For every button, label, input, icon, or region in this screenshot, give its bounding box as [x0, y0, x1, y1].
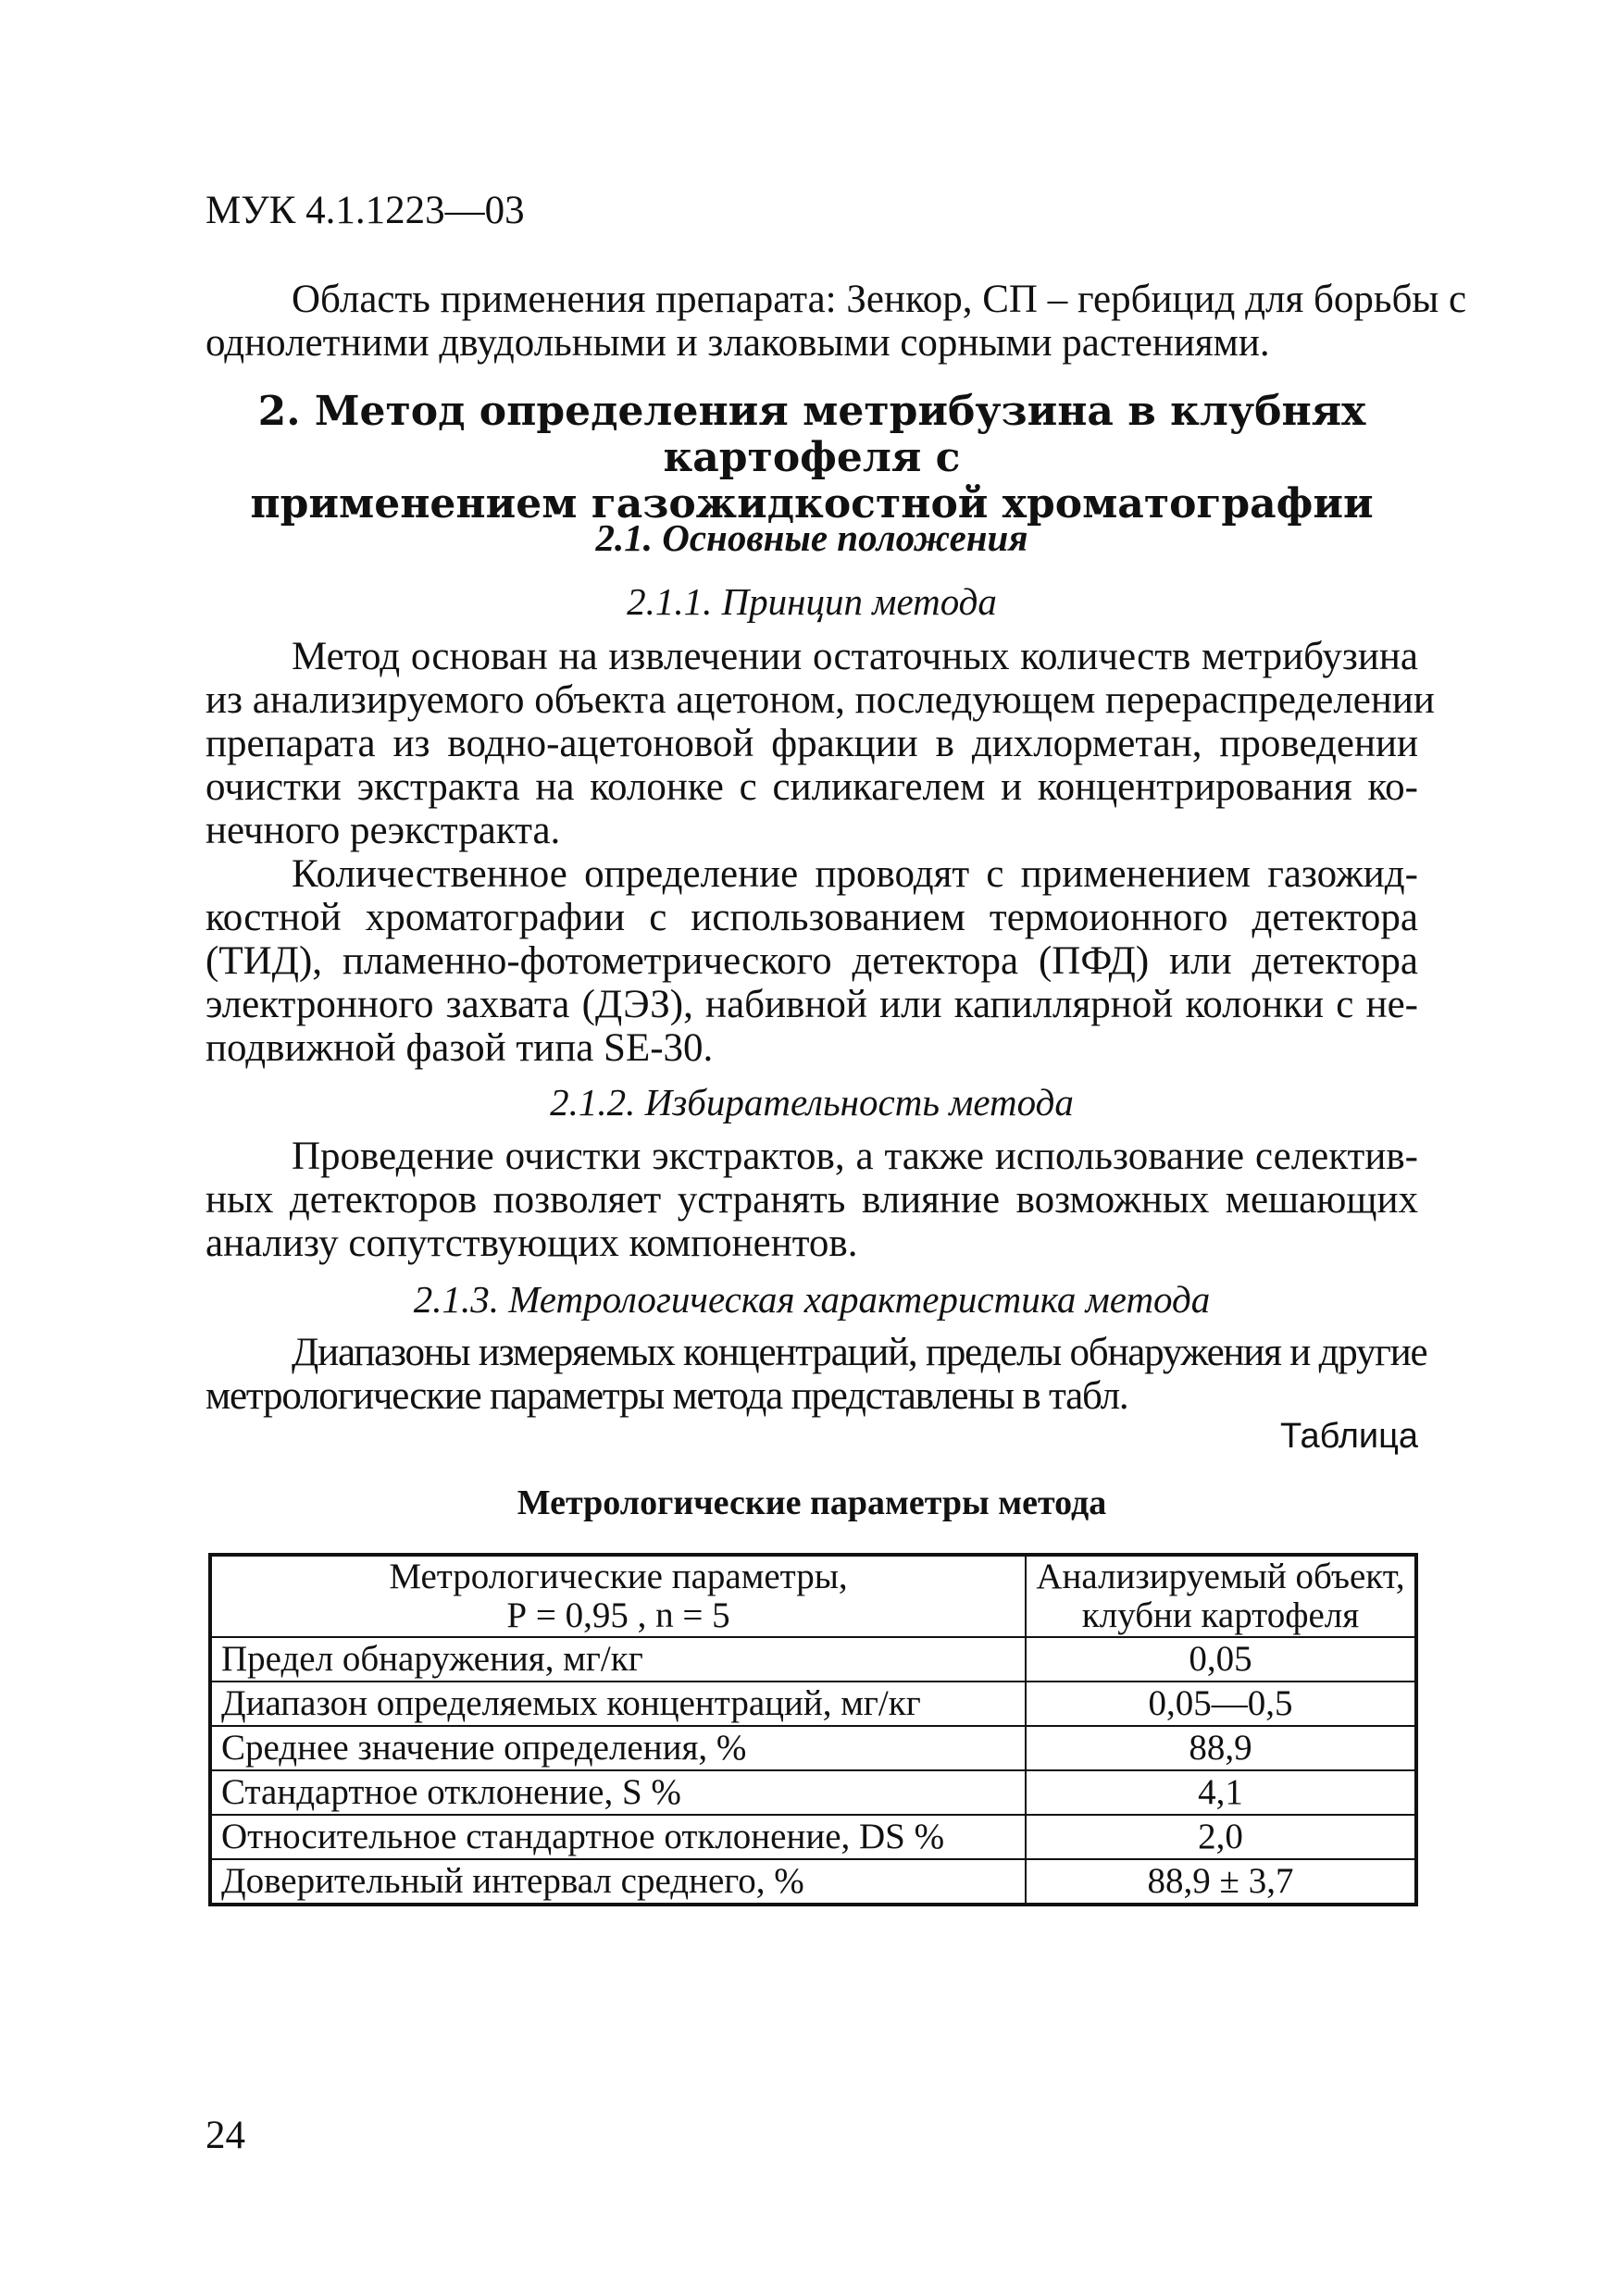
header-text: клубни картофеля	[1081, 1595, 1360, 1635]
principle-paragraph	[205, 635, 1435, 852]
paragraph-line: Метод основан на извлечении остаточных количеств метрибузина	[292, 635, 1418, 678]
value-cell: 0,05—0,5	[1026, 1682, 1416, 1726]
heading-line: 2. Метод определения метрибузина в клубнях картофеля с	[257, 388, 1366, 481]
table-row	[210, 1815, 1416, 1859]
header-text: Метрологические параметры,	[389, 1557, 848, 1596]
paragraph-line: (ТИД), пламенно-фотометрического детектора (ПФД) или детектора	[205, 939, 1418, 983]
paragraph-line: нечного реэкстракта.	[205, 809, 561, 852]
value-cell: 4,1	[1026, 1770, 1416, 1815]
selectivity-paragraph	[205, 1135, 1418, 1265]
metrological-parameters-table	[208, 1553, 1418, 1906]
header-text: Р = 0,95 , n = 5	[506, 1595, 730, 1635]
section-2-1-1-heading: 2.1.1. Принцип метода	[627, 580, 997, 623]
paragraph-line: подвижной фазой типа SE-30.	[205, 1026, 714, 1070]
param-cell: Доверительный интервал среднего, %	[210, 1859, 1026, 1905]
section-2-1-3-heading: 2.1.3. Метрологическая характеристика метода	[413, 1278, 1211, 1321]
table-row	[210, 1682, 1416, 1726]
paragraph-line: Диапазоны измеряемых концентраций, пределы обнаружения и другие	[292, 1331, 1427, 1374]
header-text: Анализируемый объект,	[1036, 1557, 1405, 1596]
table-header-row	[210, 1555, 1416, 1637]
table-row	[210, 1770, 1416, 1815]
heading-line: применением газожидкостной хроматографии	[250, 480, 1374, 527]
intro-line: однолетними двудольными и злаковыми сорными растениями.	[205, 321, 1270, 365]
paragraph-line: ных детекторов позволяет устранять влияние возможных мешающих	[205, 1178, 1418, 1222]
table-label: Таблица	[1280, 1417, 1418, 1456]
intro-line: Область применения препарата: Зенкор, СП – гербицид для борьбы с	[292, 278, 1467, 321]
param-cell: Относительное стандартное отклонение, DS %	[210, 1815, 1026, 1859]
section-2-heading	[205, 389, 1418, 527]
quantitative-paragraph	[205, 852, 1418, 1070]
paragraph-line: Количественное определение проводят с применением газожид-	[292, 852, 1418, 896]
param-cell: Предел обнаружения, мг/кг	[210, 1637, 1026, 1682]
table-row	[210, 1859, 1416, 1905]
value-cell: 88,9 ± 3,7	[1026, 1859, 1416, 1905]
header-parameters	[210, 1555, 1026, 1637]
value-cell: 88,9	[1026, 1726, 1416, 1770]
table-row	[210, 1726, 1416, 1770]
value-cell: 0,05	[1026, 1637, 1416, 1682]
page-number: 24	[205, 2114, 245, 2157]
param-cell: Среднее значение определения, %	[210, 1726, 1026, 1770]
table-row	[210, 1637, 1416, 1682]
header-object	[1026, 1555, 1416, 1637]
paragraph-line: очистки экстракта на колонке с силикагелем и концентрирования ко-	[205, 765, 1418, 809]
paragraph-line: электронного захвата (ДЭЗ), набивной или капиллярной колонки с не-	[205, 983, 1418, 1026]
paragraph-line: анализу сопутствующих компонентов.	[205, 1222, 858, 1265]
section-2-1-heading: 2.1. Основные положения	[595, 516, 1028, 559]
paragraph-line: из анализируемого объекта ацетоном, последующем перераспределении	[205, 678, 1435, 722]
paragraph-line: препарата из водно-ацетоновой фракции в дихлорметан, проведении	[205, 722, 1418, 765]
table-title: Метрологические параметры метода	[517, 1483, 1107, 1522]
document-id: МУК 4.1.1223—03	[205, 189, 525, 232]
value-cell: 2,0	[1026, 1815, 1416, 1859]
param-cell: Диапазон определяемых концентраций, мг/кг	[210, 1682, 1026, 1726]
paragraph-line: Проведение очистки экстрактов, а также использование селектив-	[292, 1135, 1418, 1178]
paragraph-line: костной хроматографии с использованием термоионного детектора	[205, 896, 1418, 939]
param-cell: Стандартное отклонение, S %	[210, 1770, 1026, 1815]
section-2-1-2-heading: 2.1.2. Избирательность метода	[550, 1081, 1074, 1123]
paragraph-line: метрологические параметры метода представлены в табл.	[205, 1374, 1128, 1418]
intro-paragraph	[205, 278, 1467, 365]
metrology-paragraph	[205, 1331, 1427, 1418]
